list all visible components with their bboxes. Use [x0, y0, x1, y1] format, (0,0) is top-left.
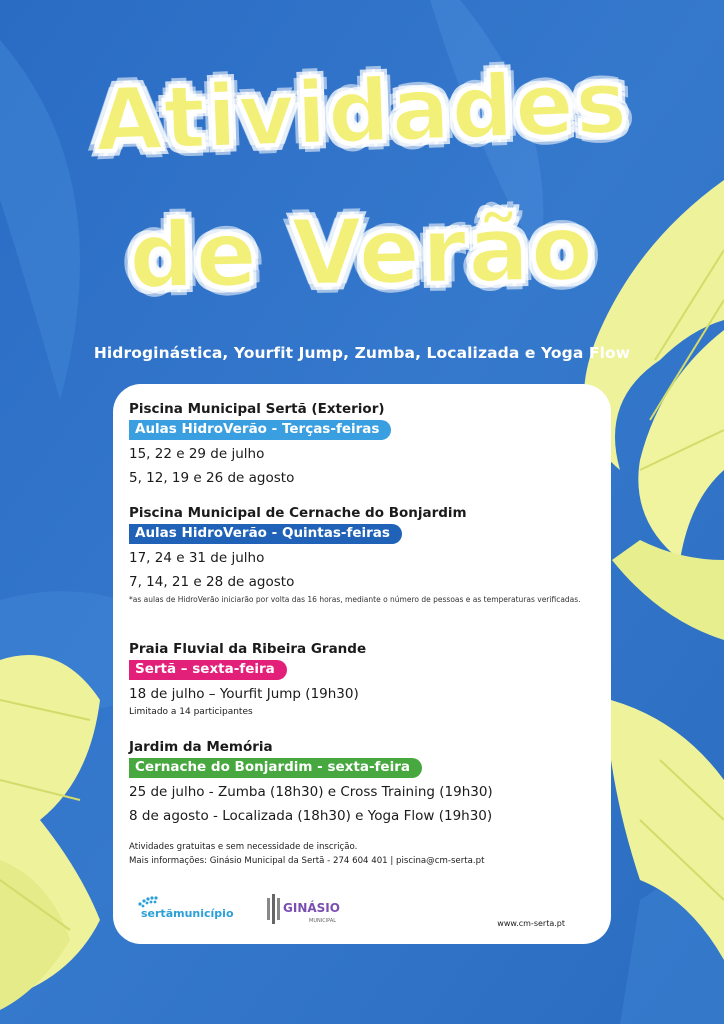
date-line: 7, 14, 21 e 28 de agosto — [129, 574, 295, 590]
title-line-2: de Verão — [128, 195, 596, 310]
subtitle: Hidroginástica, Yourfit Jump, Zumba, Localizada e Yoga Flow — [93, 344, 631, 362]
section-praia-fluvial — [129, 640, 599, 718]
footer-info — [129, 840, 484, 868]
schedule-pill: Aulas HidroVerão - Quintas-feiras — [129, 524, 402, 544]
section-piscina-serta — [129, 400, 599, 490]
schedule-pill: Sertã – sexta-feira — [129, 660, 287, 680]
ginasio-municipal-logo — [265, 890, 355, 928]
footer-line-2: Mais informações: Ginásio Municipal da Sertã - 274 604 401 | piscina@cm-serta.pt — [129, 856, 485, 866]
info-card — [113, 384, 611, 944]
date-line: 15, 22 e 29 de julho — [129, 446, 265, 462]
section-piscina-cernache — [129, 504, 599, 605]
schedule-pill: Cernache do Bonjardim - sexta-feira — [129, 758, 422, 778]
footnote: *as aulas de HidroVerão iniciarão por volta das 16 horas, mediante o número de pessoas e as temperaturas verificadas. — [129, 595, 581, 604]
date-line: 17, 24 e 31 de julho — [129, 550, 265, 566]
section-title: Jardim da Memória — [129, 739, 273, 755]
section-jardim-memoria — [129, 738, 599, 828]
website-url[interactable]: www.cm-serta.pt — [497, 919, 565, 928]
date-line: 18 de julho – Yourfit Jump (19h30) — [129, 686, 359, 702]
footer-line-1: Atividades gratuitas e sem necessidade de inscrição. — [129, 842, 358, 852]
date-line: 8 de agosto - Localizada (18h30) e Yoga Flow (19h30) — [129, 808, 493, 824]
serta-logo-text: sertãmunicípio — [141, 907, 234, 920]
ginasio-logo-subtext: MUNICIPAL — [309, 918, 337, 924]
date-line: 5, 12, 19 e 26 de agosto — [129, 470, 295, 486]
section-title: Piscina Municipal Sertã (Exterior) — [129, 401, 385, 417]
section-title: Piscina Municipal de Cernache do Bonjardim — [129, 505, 467, 521]
section-title: Praia Fluvial da Ribeira Grande — [129, 641, 367, 657]
ginasio-logo-text: GINÁSIO — [283, 901, 340, 915]
participants-limit: Limitado a 14 participantes — [129, 707, 253, 717]
title-line-1: Atividades — [93, 52, 631, 172]
schedule-pill: Aulas HidroVerão - Terças-feiras — [129, 420, 391, 440]
serta-municipio-logo — [135, 894, 253, 924]
date-line: 25 de julho - Zumba (18h30) e Cross Training (19h30) — [129, 784, 493, 800]
